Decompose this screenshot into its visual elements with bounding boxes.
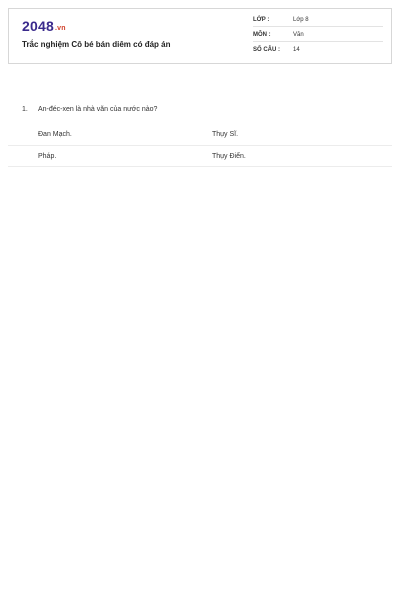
logo-suffix: .vn (54, 25, 66, 32)
answer-option[interactable]: Thụy Sĩ. (212, 131, 239, 138)
meta-value: Lớp 8 (293, 17, 309, 23)
question-number: 1. (22, 106, 28, 113)
page-title: Trắc nghiệm Cô bé bán diêm có đáp án (22, 40, 171, 49)
meta-label: MÔN : (253, 32, 271, 38)
question-text: An-đéc-xen là nhà văn của nước nào? (38, 106, 158, 113)
divider (8, 145, 392, 146)
document-header (8, 8, 392, 64)
meta-value: Văn (293, 32, 304, 38)
meta-value: 14 (293, 47, 300, 53)
answer-option[interactable]: Thụy Điển. (212, 153, 246, 160)
site-logo[interactable] (22, 18, 66, 34)
answer-option[interactable]: Pháp. (38, 153, 57, 160)
meta-label: LỚP : (253, 17, 270, 23)
divider (8, 166, 392, 167)
logo-main: 2048 (22, 18, 54, 34)
meta-label: SỐ CÂU : (253, 47, 280, 53)
answer-option[interactable]: Đan Mạch. (38, 131, 72, 138)
